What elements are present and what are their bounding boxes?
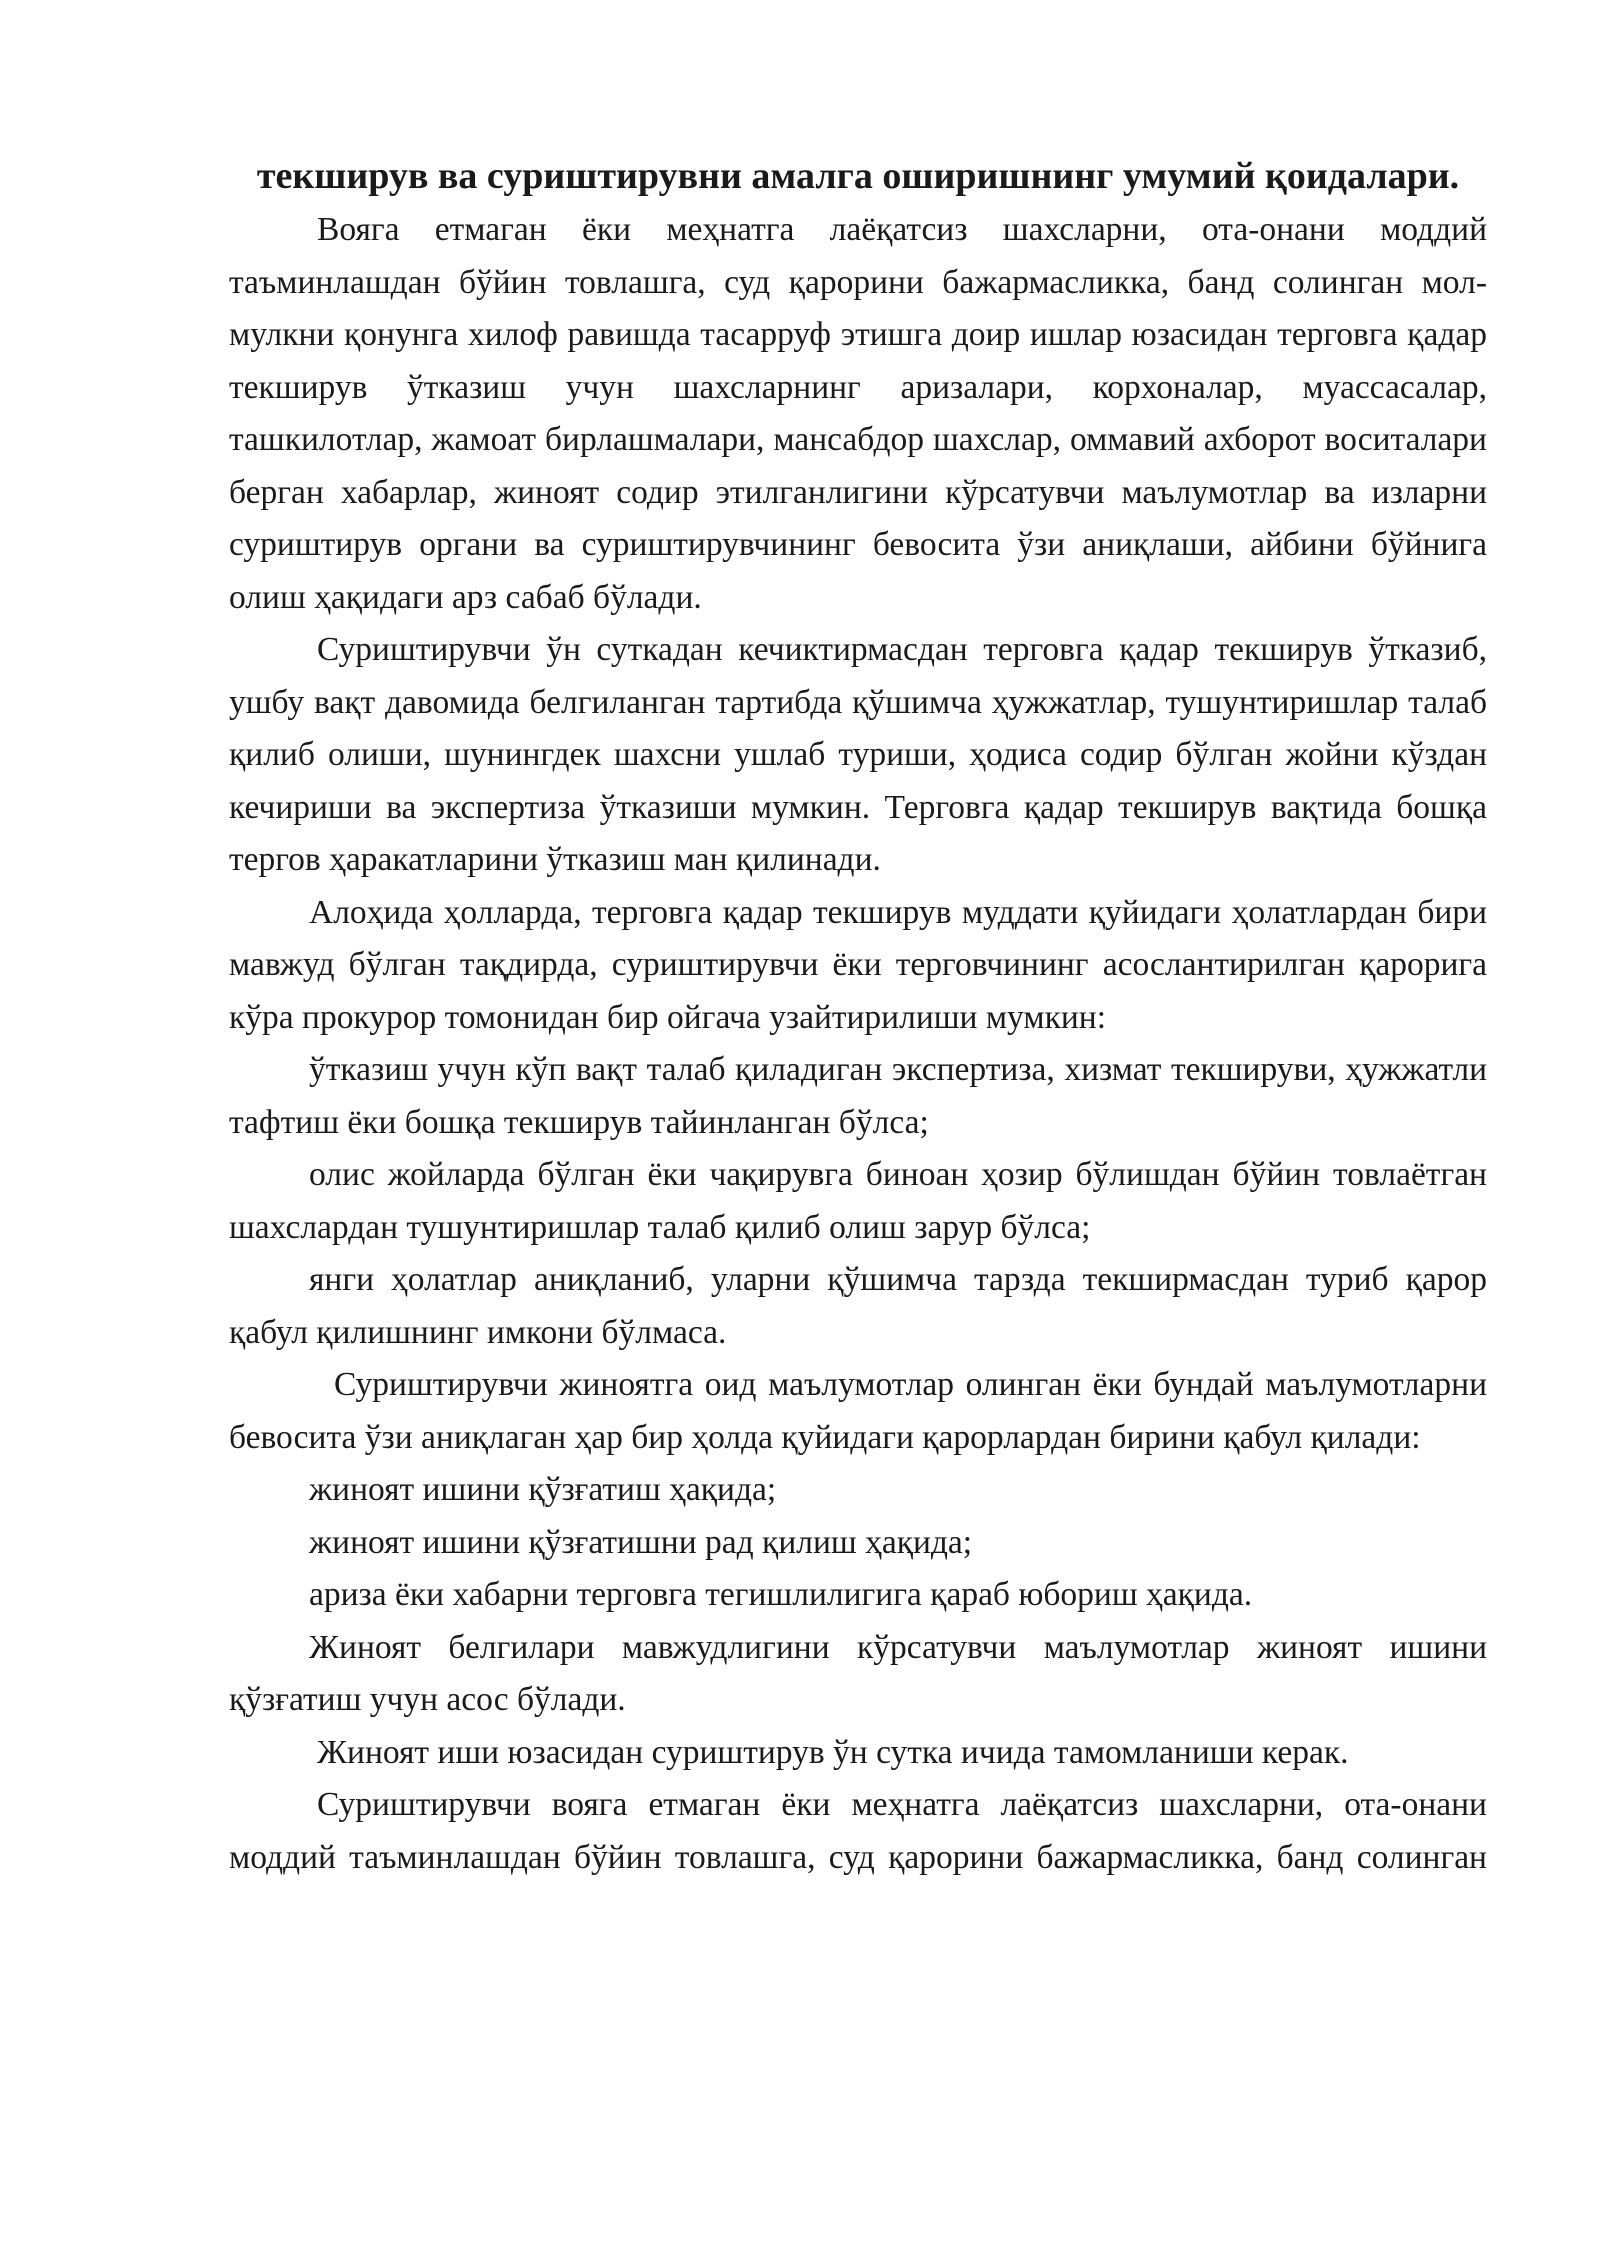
list-item-expertise: ўтказиш учун кўп вақт талаб қиладиган экспертиза, хизмат текшируви, ҳужжатли тафтиш ёки бошқа текширув тайинланган бўлса; xyxy=(229,1051,1487,1141)
document-title: текширув ва суриштирувни амалга оширишнинг умумий қоидалари. xyxy=(256,155,1460,197)
paragraph-final: Суриштирувчи вояга етмаган ёки меҳнатга лаёқатсиз шахсларни, ота-онани моддий таъминлашдан бўйин товлашга, суд қарорини бажармасликка, банд солинган xyxy=(229,1786,1487,1876)
paragraph-decisions: Суриштирувчи жиноятга оид маълумотлар олинган ёки бундай маълумотларни бевосита ўзи аниқлаган ҳар бир ҳолда қуйидаги қарорлардан бирини қабул қилади: xyxy=(229,1366,1487,1456)
paragraph-3: Алоҳида ҳолларда, терговга қадар текширув муддати қуйидаги ҳолатлардан бири мавжуд бўлган тақдирда, суриштирувчи ёки терговчининг асослантирилган қарорига кўра прокурор томонидан бир ойгача узайтирилиши мумкин: xyxy=(229,893,1487,1036)
list-item-new-circumstances: янги ҳолатлар аниқланиб, уларни қўшимча тарзда текширмасдан туриб қарор қабул қилишнинг имкони бўлмаса. xyxy=(229,1261,1487,1351)
list-item-refuse-case: жиноят ишини қўзғатишни рад қилиш ҳақида; xyxy=(309,1523,973,1561)
paragraph-2: Суриштирувчи ўн суткадан кечиктирмасдан терговга қадар текширув ўтказиб, ушбу вақт давомида белгиланган тартибда қўшимча ҳужжатлар, тушунтиришлар талаб қилиб олиши, шунингдек шахсни ушлаб туриши, ҳодиса содир бўлган жойни кўздан кечириши ва экспертиза ўтказиши мумкин. Терговга қадар текширув вақтида бошқа тергов ҳаракатларини ўтказиш ман қилинади. xyxy=(229,631,1487,878)
paragraph-grounds: Жиноят белгилари мавжудлигини кўрсатувчи маълумотлар жиноят ишини қўзғатиш учун асос бўлади. xyxy=(229,1628,1487,1718)
list-item-remote-persons: олис жойларда бўлган ёки чақирувга биноан ҳозир бўлишдан бўйин товлаётган шахслардан тушунтиришлар талаб қилиб олиш зарур бўлса; xyxy=(229,1156,1487,1246)
paragraph-ten-days: Жиноят иши юзасидан суриштирув ўн сутка ичида тамомланиши керак. xyxy=(317,1733,1349,1771)
paragraph-1: Вояга етмаган ёки меҳнатга лаёқатсиз шахсларни, ота-онани моддий таъминлашдан бўйин товлашга, суд қарорини бажармасликка, банд солинган мол-мулкни қонунга хилоф равишда тасарруф этишга доир ишлар юзасидан терговга қадар текширув ўтказиш учун шахсларнинг аризалари, корхоналар, муассасалар, ташкилотлар, жамоат бирлашмалари, мансабдор шахслар, оммавий ахборот воситалари берган хабарлар, жиноят содир этилганлигини кўрсатувчи маълумотлар ва изларни суриштирув органи ва суриштирувчининг бевосита ўзи аниқлаши, айбини бўйнига олиш ҳақидаги арз сабаб бўлади. xyxy=(229,211,1487,616)
list-item-initiate-case: жиноят ишини қўзғатиш ҳақида; xyxy=(309,1471,777,1508)
list-item-forward-application: ариза ёки хабарни терговга тегишлилигига қараб юбориш ҳақида. xyxy=(309,1576,1253,1613)
